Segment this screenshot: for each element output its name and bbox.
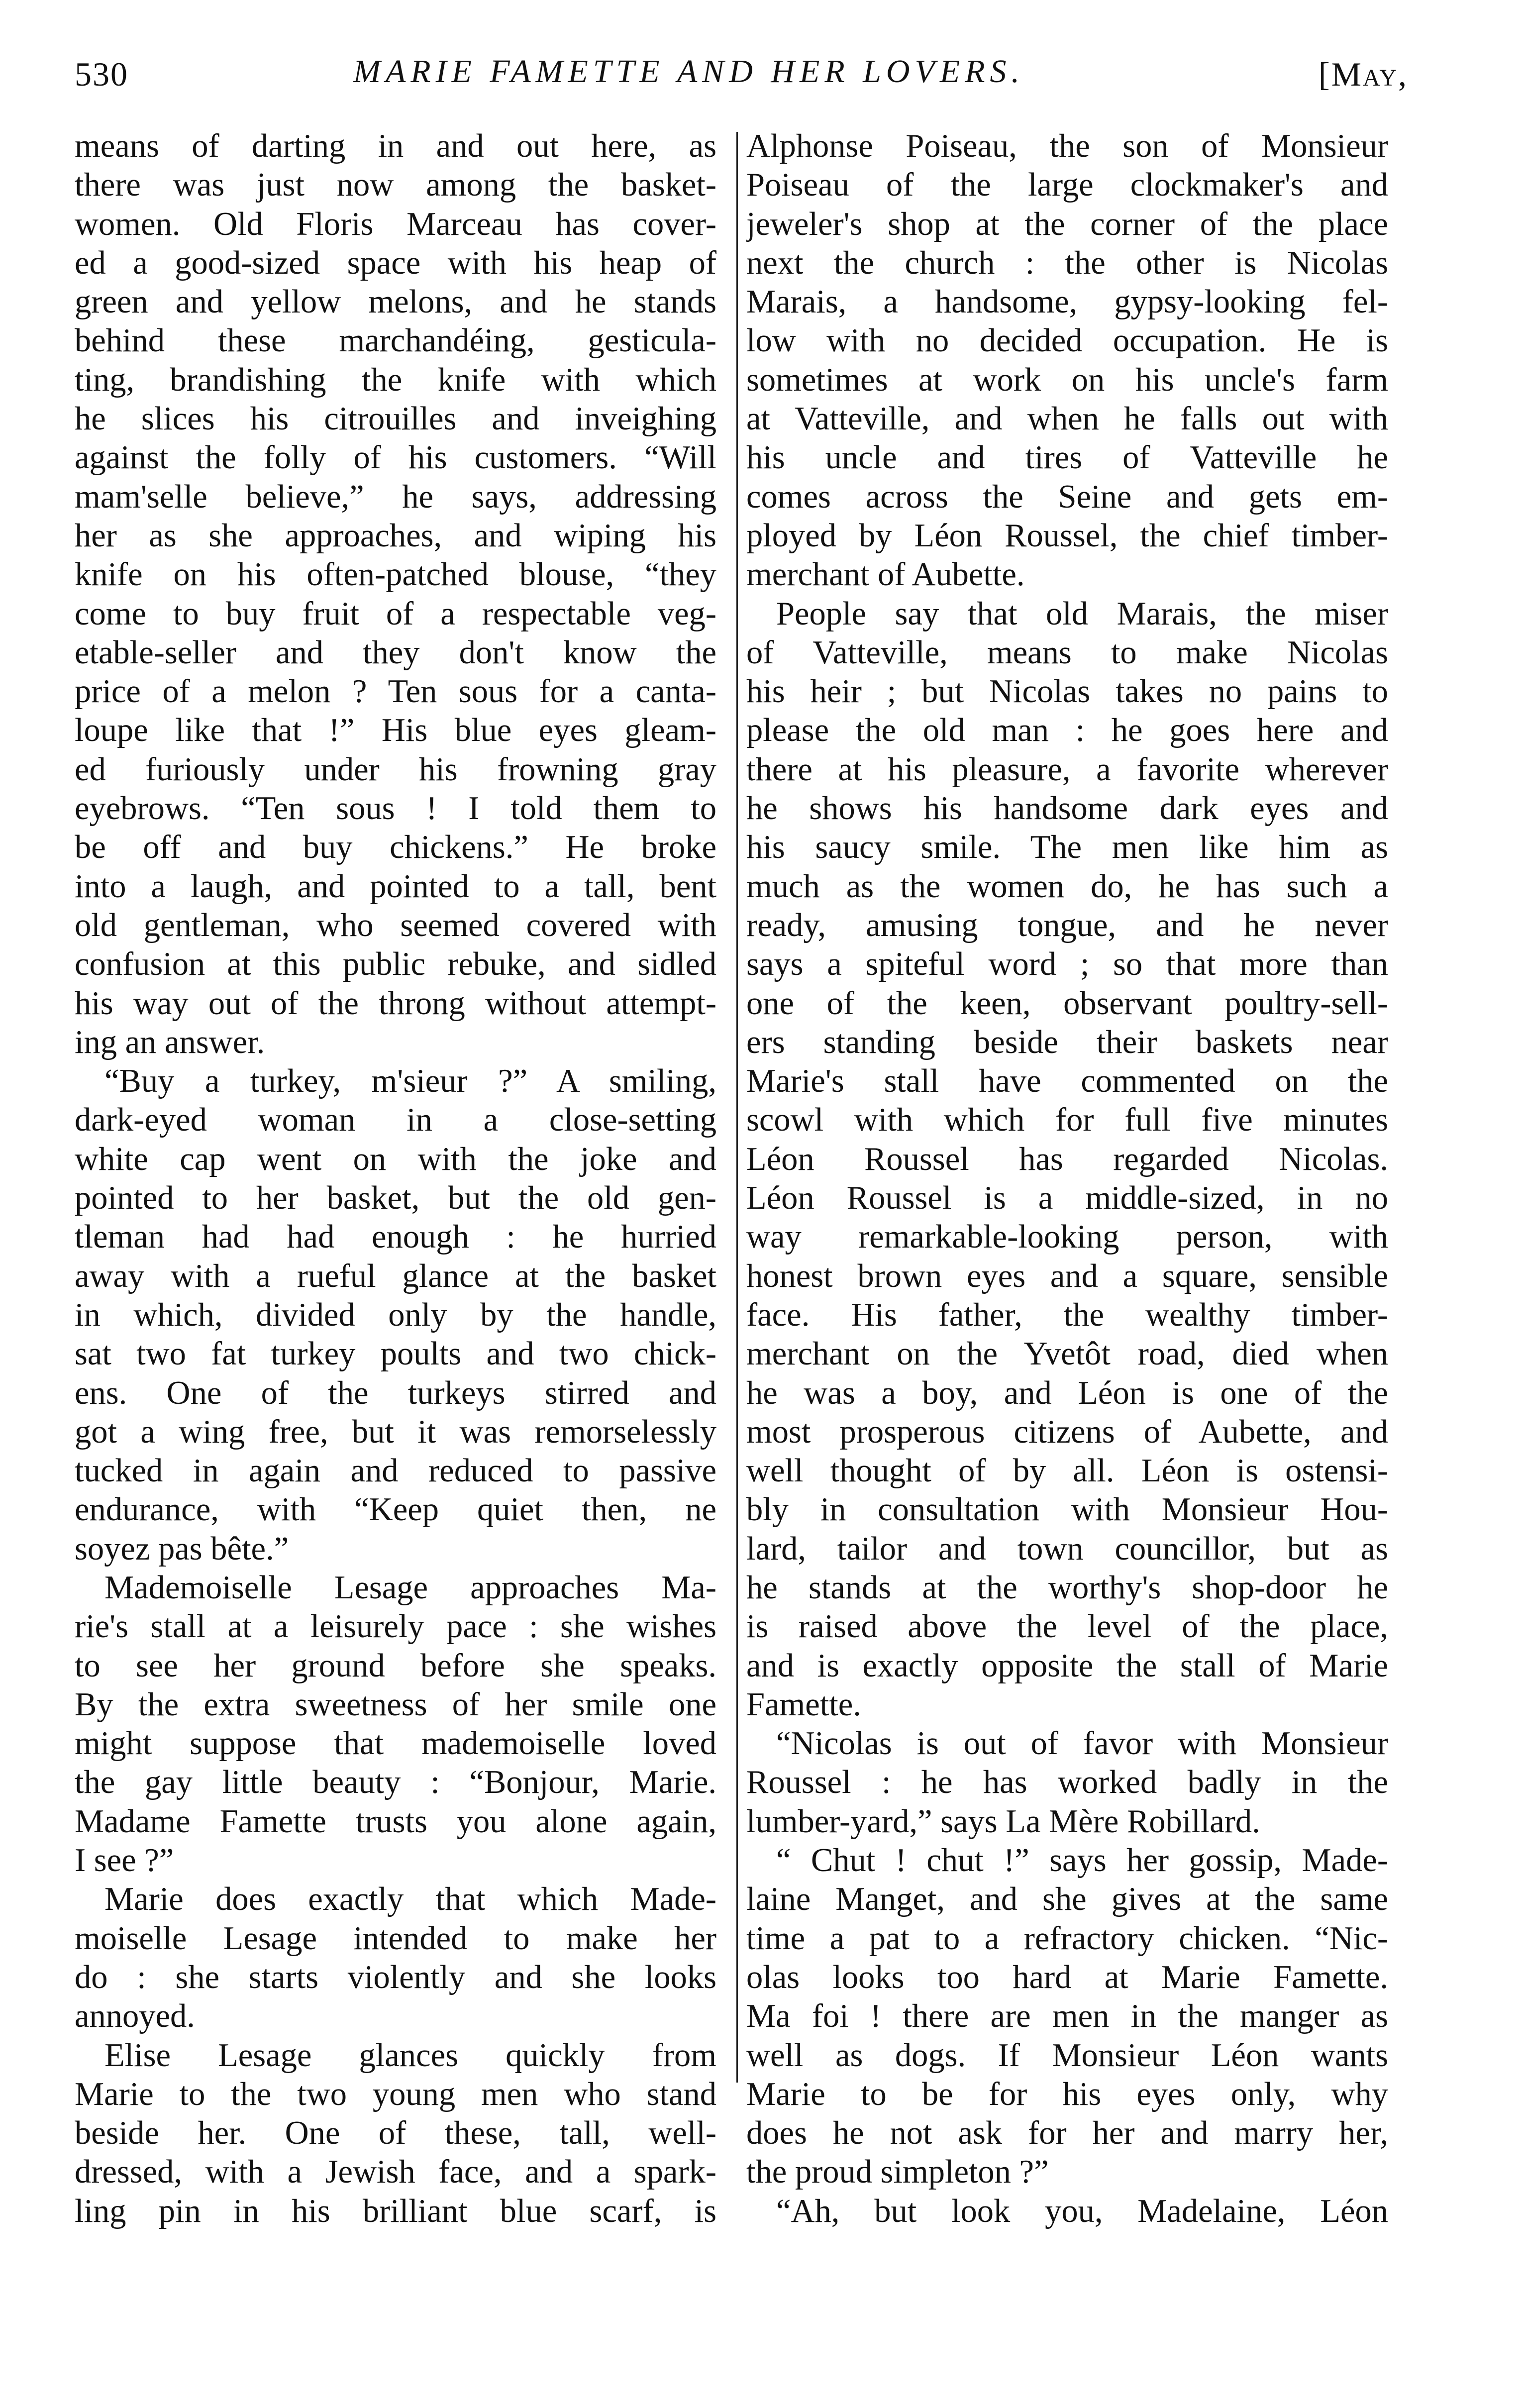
running-title: MARIE FAMETTE AND HER LOVERS. xyxy=(353,53,1024,90)
text-line: the gay little beauty : “Bonjour, Marie. xyxy=(75,1764,716,1801)
text-line: bly in consultation with Monsieur Hou- xyxy=(746,1491,1388,1528)
text-line: merchant of Aubette. xyxy=(746,556,1025,593)
text-line: olas looks too hard at Marie Famette. xyxy=(746,1959,1388,1995)
text-line: low with no decided occupation. He is xyxy=(746,322,1388,359)
text-line: rie's stall at a leisurely pace : she wishes xyxy=(75,1608,716,1645)
running-header xyxy=(75,53,1408,105)
text-line: I see ?” xyxy=(75,1842,174,1879)
text-line: he shows his handsome dark eyes and xyxy=(746,790,1388,827)
text-line: does he not ask for her and marry her, xyxy=(746,2115,1388,2152)
text-line: ing an answer. xyxy=(75,1024,265,1060)
text-line: soyez pas bête.” xyxy=(75,1530,289,1567)
text-line: Famette. xyxy=(746,1686,861,1723)
page-number: 530 xyxy=(75,55,128,93)
text-line: loupe like that !” His blue eyes gleam- xyxy=(75,712,716,749)
text-line: women. Old Floris Marceau has cover- xyxy=(75,206,716,242)
text-line: much as the women do, he has such a xyxy=(746,868,1388,905)
text-line: is raised above the level of the place, xyxy=(746,1608,1388,1645)
text-line: laine Manget, and she gives at the same xyxy=(746,1881,1388,1918)
text-line: and is exactly opposite the stall of Marie xyxy=(746,1647,1388,1684)
text-line: his heir ; but Nicolas takes no pains to xyxy=(746,673,1388,710)
text-line: Elise Lesage glances quickly from xyxy=(104,2037,716,2074)
text-line: away with a rueful glance at the basket xyxy=(75,1257,716,1294)
text-line: tleman had had enough : he hurried xyxy=(75,1219,716,1256)
text-line: of Vatteville, means to make Nicolas xyxy=(746,634,1388,671)
column-divider xyxy=(736,132,738,2083)
text-line: sat two fat turkey poults and two chick- xyxy=(75,1336,716,1372)
text-line: ployed by Léon Roussel, the chief timber- xyxy=(746,517,1388,554)
text-line: his saucy smile. The men like him as xyxy=(746,829,1388,866)
text-line: “Ah, but look you, Madelaine, Léon xyxy=(776,2193,1388,2229)
text-line: there at his pleasure, a favorite wherever xyxy=(746,751,1388,788)
text-line: Ma foi ! there are men in the manger as xyxy=(746,1998,1388,2035)
left-column xyxy=(75,127,716,2231)
text-line: ens. One of the turkeys stirred and xyxy=(75,1374,716,1411)
text-line: well as dogs. If Monsieur Léon wants xyxy=(746,2037,1388,2074)
text-line: his way out of the throng without attempt- xyxy=(75,985,716,1022)
text-line: into a laugh, and pointed to a tall, bent xyxy=(75,868,716,905)
text-line: comes across the Seine and gets em- xyxy=(746,478,1388,515)
text-line: ed a good-sized space with his heap of xyxy=(75,244,716,281)
text-line: beside her. One of these, tall, well- xyxy=(75,2115,716,2152)
text-line: Roussel : he has worked badly in the xyxy=(746,1764,1388,1801)
text-line: etable-seller and they don't know the xyxy=(75,634,716,671)
text-line: way remarkable-looking person, with xyxy=(746,1219,1388,1256)
text-line: “Buy a turkey, m'sieur ?” A smiling, xyxy=(104,1063,716,1100)
text-line: there was just now among the basket- xyxy=(75,167,716,204)
text-line: jeweler's shop at the corner of the place xyxy=(746,206,1388,242)
text-line: tucked in again and reduced to passive xyxy=(75,1453,716,1489)
text-line: well thought of by all. Léon is ostensi- xyxy=(746,1453,1388,1489)
right-column xyxy=(746,127,1388,2231)
text-line: he was a boy, and Léon is one of the xyxy=(746,1374,1388,1411)
text-line: By the extra sweetness of her smile one xyxy=(75,1686,716,1723)
text-line: got a wing free, but it was remorselessly xyxy=(75,1413,716,1450)
text-line: Mademoiselle Lesage approaches Ma- xyxy=(104,1569,716,1606)
text-line: to see her ground before she speaks. xyxy=(75,1647,716,1684)
issue-month: [May, xyxy=(1318,55,1408,93)
text-line: ers standing beside their baskets near xyxy=(746,1024,1388,1060)
text-line: be off and buy chickens.” He broke xyxy=(75,829,716,866)
text-line: Poiseau of the large clockmaker's and xyxy=(746,167,1388,204)
text-line: might suppose that mademoiselle loved xyxy=(75,1725,716,1762)
text-line: he stands at the worthy's shop-door he xyxy=(746,1569,1388,1606)
text-line: please the old man : he goes here and xyxy=(746,712,1388,749)
text-line: moiselle Lesage intended to make her xyxy=(75,1920,716,1957)
text-line: Marie's stall have commented on the xyxy=(746,1063,1388,1100)
text-line: merchant on the Yvetôt road, died when xyxy=(746,1336,1388,1372)
text-line: Léon Roussel is a middle-sized, in no xyxy=(746,1180,1388,1217)
text-line: Marie does exactly that which Made- xyxy=(104,1881,716,1918)
text-line: “ Chut ! chut !” says her gossip, Made- xyxy=(776,1842,1388,1879)
text-line: mam'selle believe,” he says, addressing xyxy=(75,478,716,515)
text-line: dressed, with a Jewish face, and a spark- xyxy=(75,2154,716,2191)
text-line: at Vatteville, and when he falls out with xyxy=(746,401,1388,437)
text-line: dark-eyed woman in a close-setting xyxy=(75,1102,716,1139)
text-line: lard, tailor and town councillor, but as xyxy=(746,1530,1388,1567)
text-line: in which, divided only by the handle, xyxy=(75,1296,716,1333)
text-line: one of the keen, observant poultry-sell- xyxy=(746,985,1388,1022)
text-line: he slices his citrouilles and inveighing xyxy=(75,401,716,437)
text-line: honest brown eyes and a square, sensible xyxy=(746,1257,1388,1294)
text-line: ling pin in his brilliant blue scarf, is xyxy=(75,2193,716,2229)
text-line: time a pat to a refractory chicken. “Nic- xyxy=(746,1920,1388,1957)
text-line: against the folly of his customers. “Will xyxy=(75,439,716,476)
text-line: come to buy fruit of a respectable veg- xyxy=(75,595,716,632)
text-line: pointed to her basket, but the old gen- xyxy=(75,1180,716,1217)
text-line: Marie to be for his eyes only, why xyxy=(746,2076,1388,2112)
text-line: white cap went on with the joke and xyxy=(75,1141,716,1177)
text-line: means of darting in and out here, as xyxy=(75,128,716,164)
text-line: lumber-yard,” says La Mère Robillard. xyxy=(746,1803,1260,1840)
text-line: Marais, a handsome, gypsy-looking fel- xyxy=(746,284,1388,320)
text-line: next the church : the other is Nicolas xyxy=(746,244,1388,281)
text-line: the proud simpleton ?” xyxy=(746,2154,1049,2191)
text-line: People say that old Marais, the miser xyxy=(776,595,1388,632)
text-line: confusion at this public rebuke, and sidled xyxy=(75,946,716,983)
text-line: ready, amusing tongue, and he never xyxy=(746,907,1388,943)
text-line: do : she starts violently and she looks xyxy=(75,1959,716,1995)
text-line: knife on his often-patched blouse, “they xyxy=(75,556,716,593)
text-line: most prosperous citizens of Aubette, and xyxy=(746,1413,1388,1450)
text-line: face. His father, the wealthy timber- xyxy=(746,1296,1388,1333)
text-line: her as she approaches, and wiping his xyxy=(75,517,716,554)
text-line: his uncle and tires of Vatteville he xyxy=(746,439,1388,476)
text-line: endurance, with “Keep quiet then, ne xyxy=(75,1491,716,1528)
text-line: behind these marchandéing, gesticula- xyxy=(75,322,716,359)
text-line: sometimes at work on his uncle's farm xyxy=(746,361,1388,398)
text-line: ed furiously under his frowning gray xyxy=(75,751,716,788)
text-line: Léon Roussel has regarded Nicolas. xyxy=(746,1141,1388,1177)
text-line: annoyed. xyxy=(75,1998,195,2035)
text-line: old gentleman, who seemed covered with xyxy=(75,907,716,943)
text-line: Madame Famette trusts you alone again, xyxy=(75,1803,716,1840)
text-line: eyebrows. “Ten sous ! I told them to xyxy=(75,790,716,827)
text-line: ting, brandishing the knife with which xyxy=(75,361,716,398)
text-line: says a spiteful word ; so that more than xyxy=(746,946,1388,983)
text-line: Alphonse Poiseau, the son of Monsieur xyxy=(746,128,1388,164)
text-line: Marie to the two young men who stand xyxy=(75,2076,716,2112)
text-line: “Nicolas is out of favor with Monsieur xyxy=(776,1725,1388,1762)
text-line: price of a melon ? Ten sous for a canta- xyxy=(75,673,716,710)
text-line: green and yellow melons, and he stands xyxy=(75,284,716,320)
text-line: scowl with which for full five minutes xyxy=(746,1102,1388,1139)
